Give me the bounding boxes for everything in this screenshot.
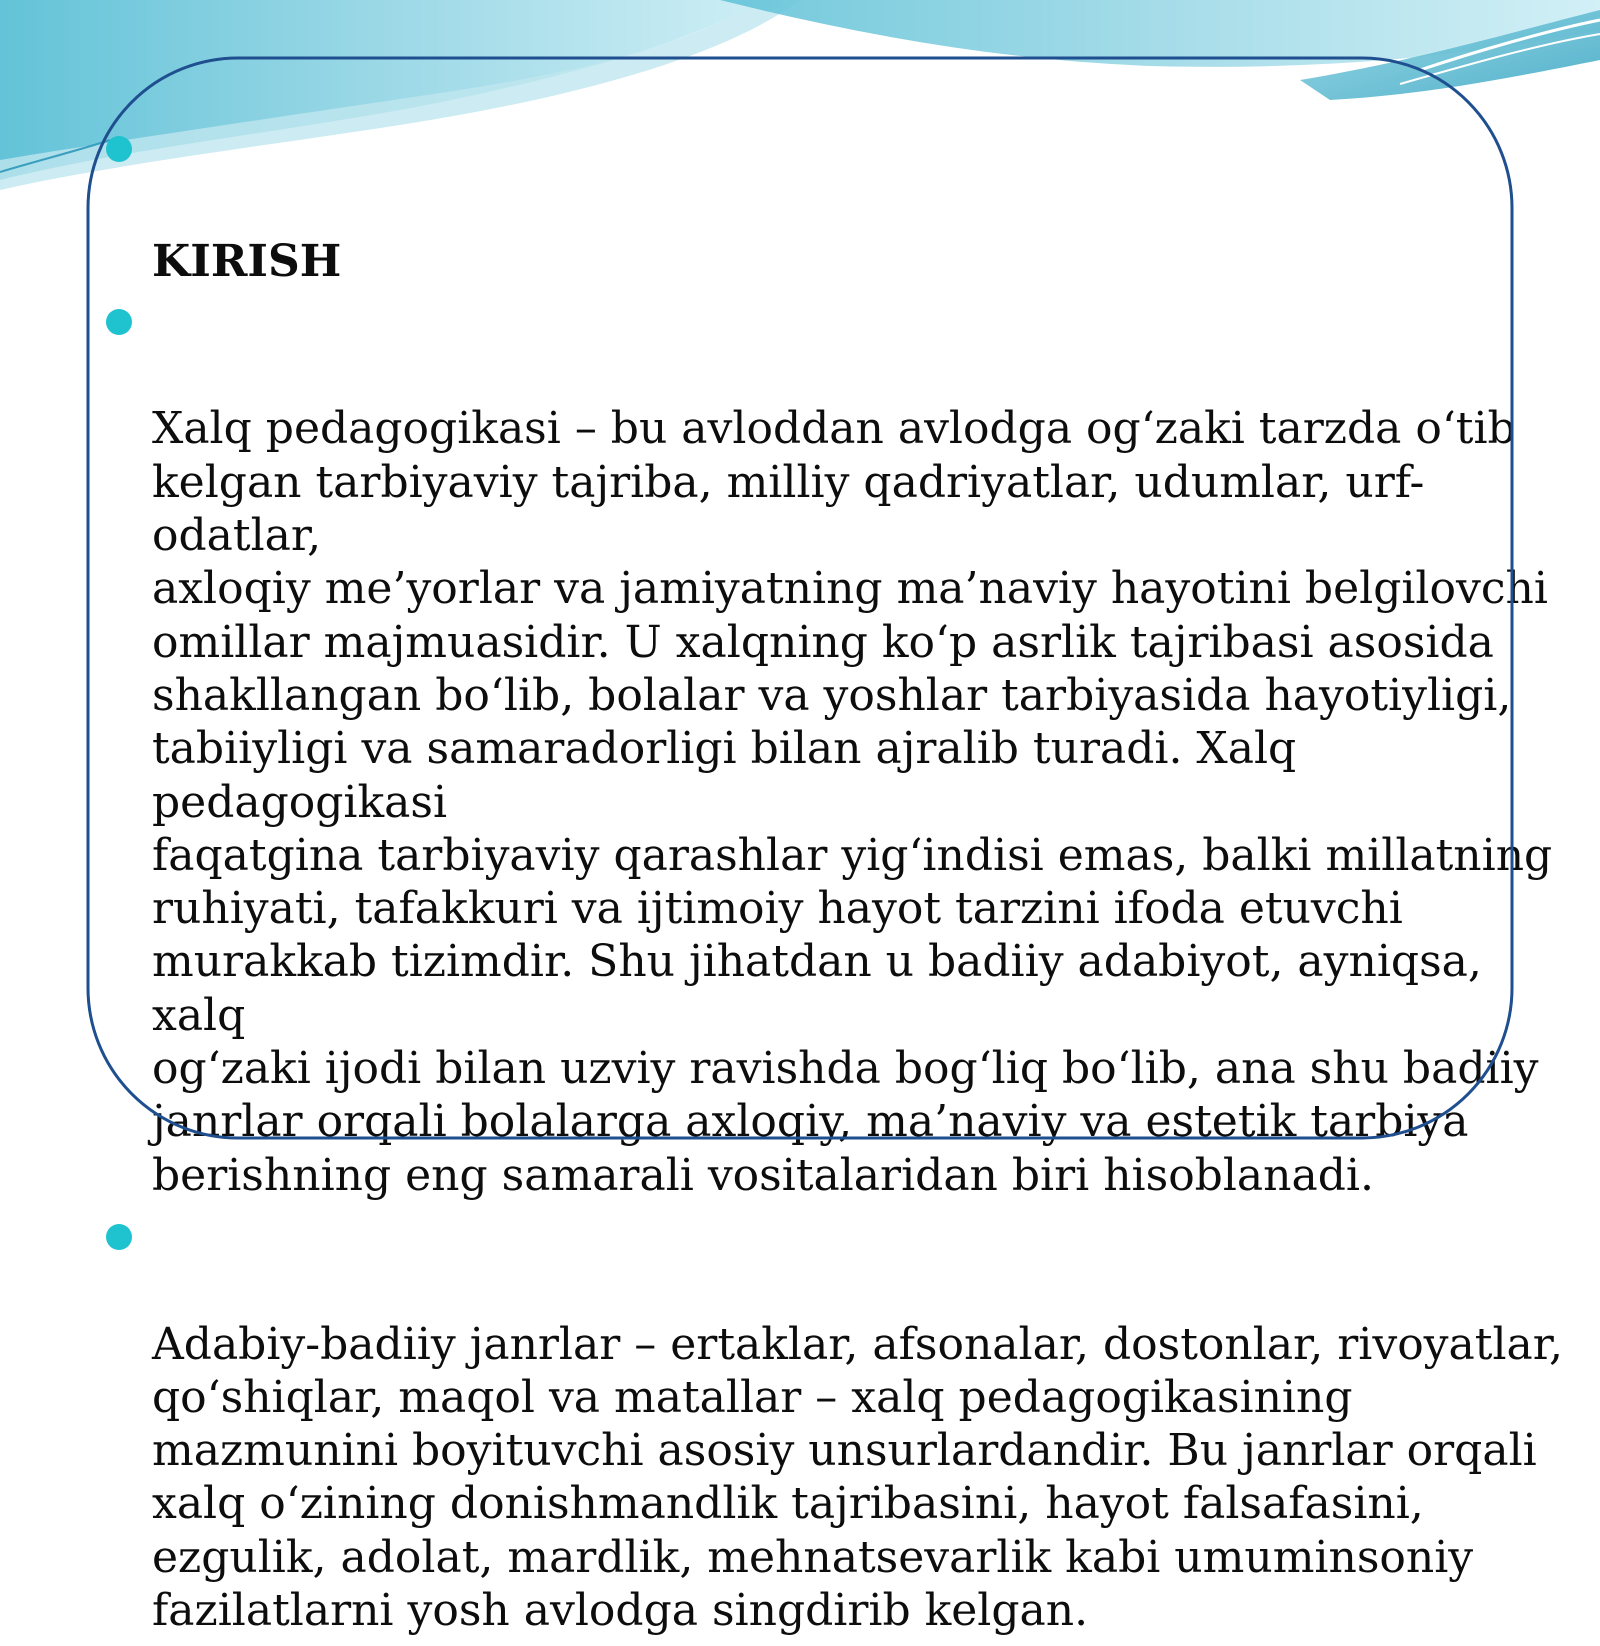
slide-title-text: KIRISH [152,235,342,287]
paragraph-1 [106,296,1586,1202]
paragraph-2 [106,1211,1586,1637]
bullet-dot [106,309,132,335]
slide-title [106,128,1586,288]
bullet-dot [106,1224,132,1250]
paragraph-1-text: Xalq pedagogikasi – bu avloddan avlodga og‘zaki tarzda o‘tib kelgan tarbiyaviy tajriba, milliy qadriyatlar, udumlar, urf-odatlar, axloqiy me’yorlar va jamiyatning ma’naviy hayotini belgilovchi omillar majmuasidir. U xalqning ko‘p asrlik tajribasi asosida shakllangan bo‘lib, bolalar va yoshlar tarbiyasida hayotiyligi, tabiiyligi va samaradorligi bilan ajralib turadi. Xalq pedagogikasi faqatgina tarbiyaviy qarashlar yig‘indisi emas, balki millatning ruhiyati, tafakkuri va ijtimoiy hayot tarzini ifoda etuvchi murakkab tizimdir. Shu jihatdan u badiiy adabiyot, ayniqsa, xalq og‘zaki ijodi bilan uzviy ravishda bog‘liq bo‘lib, ana shu badiiy janrlar orqali bolalarga axloqiy, ma’naviy va estetik tarbiya berishning eng samarali vositalaridan biri hisoblanadi. [152,403,1553,1201]
paragraph-2-text: Adabiy-badiiy janrlar – ertaklar, afsonalar, dostonlar, rivoyatlar, qo‘shiqlar, maqol va matallar – xalq pedagogikasining mazmunini boyituvchi asosiy unsurlardandir. Bu janrlar orqali xalq o‘zining donishmandlik tajribasini, hayot falsafasini, ezgulik, adolat, mardlik, mehnatsevarlik kabi umuminsoniy fazilatlarni yosh avlodga singdirib kelgan. [152,1318,1563,1637]
slide-content [106,128,1586,1646]
bullet-dot [106,136,132,162]
